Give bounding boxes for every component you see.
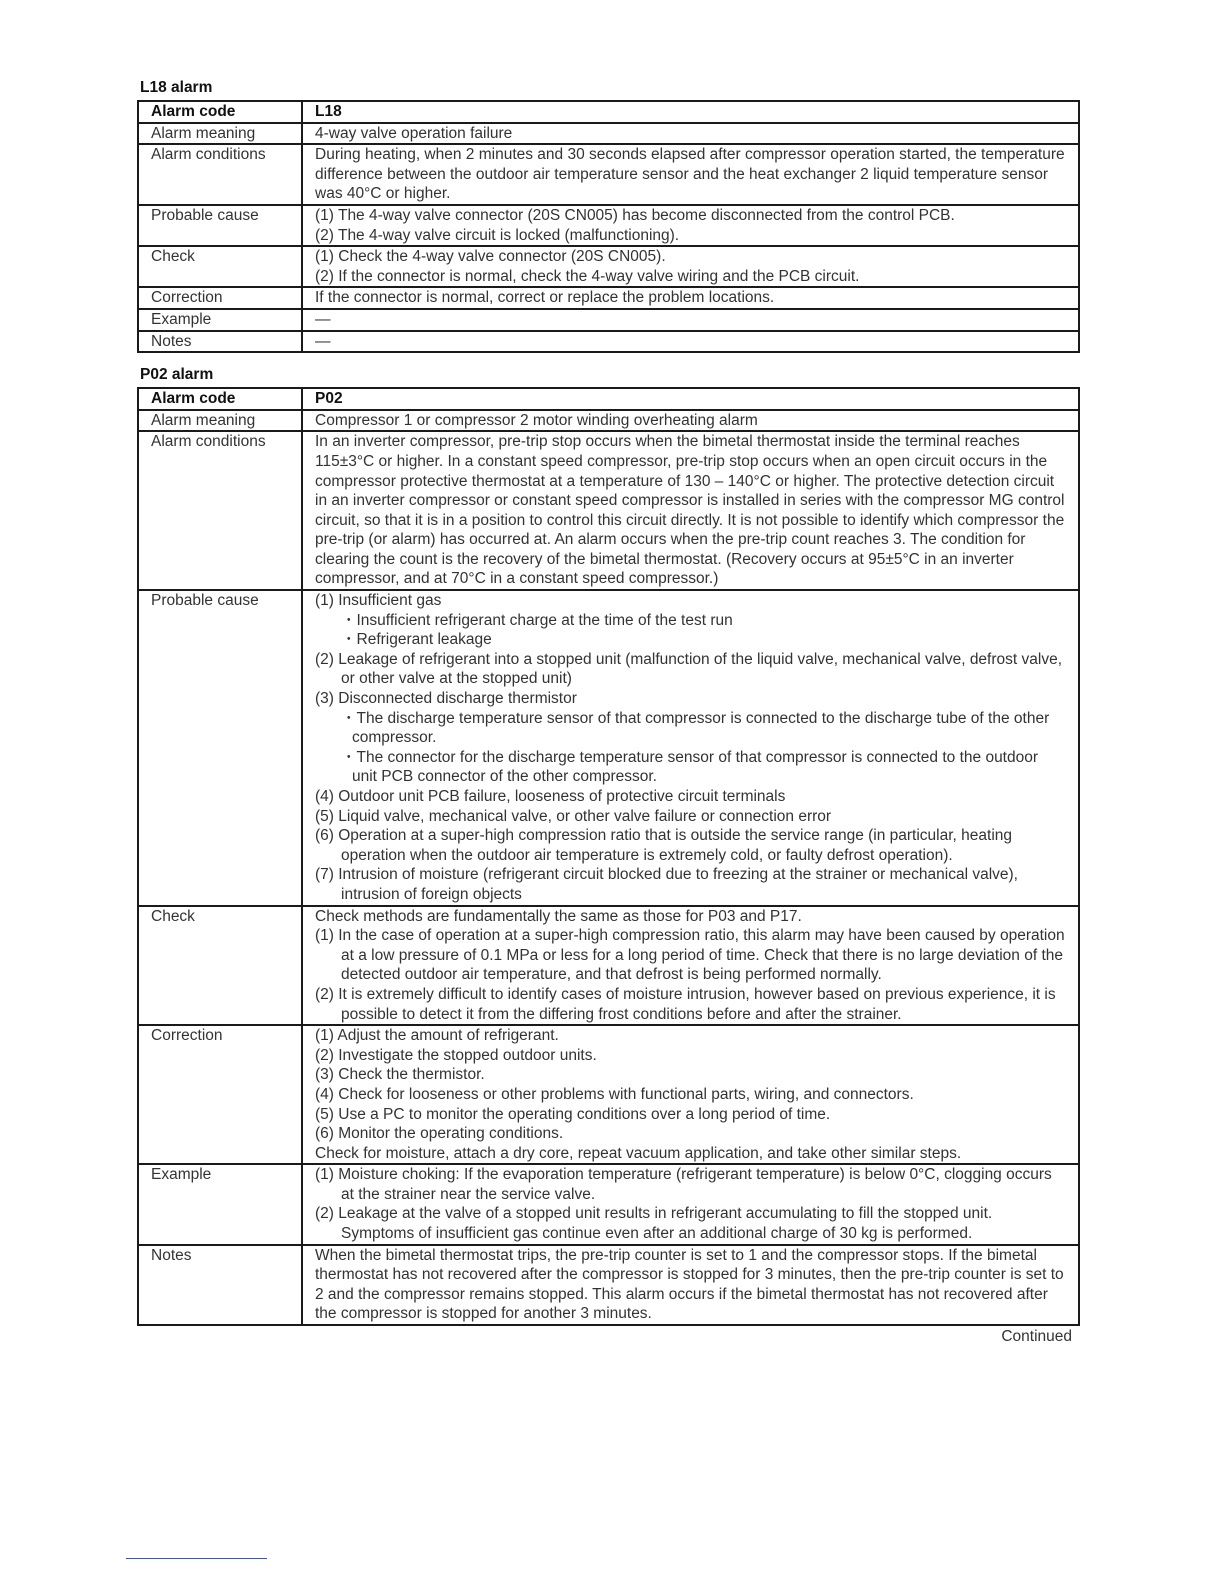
list-item: (3) Check the thermistor. <box>315 1066 485 1084</box>
l18-alarm-table <box>137 100 1080 353</box>
table-row <box>138 205 1079 246</box>
page-content <box>137 78 1080 1346</box>
alarm-conditions-value: During heating, when 2 minutes and 30 seconds elapsed after compressor operation started, the temperature difference between the outdoor air temperature sensor and the heat exchanger 2 liquid temperature sensor was 40°C or higher. <box>302 144 1079 205</box>
row-label: Example <box>138 1164 302 1244</box>
l18-section-title: L18 alarm <box>140 79 213 96</box>
list-subitem: ・The connector for the discharge temperature sensor of that compressor is connected to the outdoor unit PCB connector of the other compressor. <box>341 748 1039 786</box>
row-label: Alarm meaning <box>138 410 302 432</box>
row-label: Alarm code <box>138 101 302 123</box>
table-row <box>138 287 1079 309</box>
table-row <box>138 431 1079 590</box>
row-label: Probable cause <box>138 205 302 246</box>
list-note: Check for moisture, attach a dry core, repeat vacuum application, and take other similar steps. <box>315 1144 962 1162</box>
list-item: (2) Leakage at the valve of a stopped unit results in refrigerant accumulating to fill the stopped unit. Symptoms of insufficient gas continue even after an additional charge of 30 kg is performed. <box>315 1205 993 1243</box>
list-item: (4) Outdoor unit PCB failure, looseness of protective circuit terminals <box>315 788 786 805</box>
row-label: Check <box>138 906 302 1026</box>
list-item: (6) Operation at a super-high compression ratio that is outside the service range (in particular, heating operation when the outdoor air temperature is extremely cold, or faulty defrost operation). <box>315 827 1013 864</box>
table-row <box>138 331 1079 353</box>
example-value <box>302 1164 1079 1244</box>
table-row <box>138 388 1079 410</box>
list-item: (2) Investigate the stopped outdoor units. <box>315 1046 597 1064</box>
p02-section-title: P02 alarm <box>140 366 214 384</box>
list-item: (5) Liquid valve, mechanical valve, or other valve failure or connection error <box>315 807 832 825</box>
table-row <box>138 101 1079 123</box>
row-label: Correction <box>138 1025 302 1164</box>
list-item: (7) Intrusion of moisture (refrigerant circuit blocked due to freezing at the strainer or mechanical valve), intrusion of foreign objects <box>315 866 1018 903</box>
table-row <box>138 1245 1079 1325</box>
notes-value: When the bimetal thermostat trips, the pre-trip counter is set to 1 and the compressor stops. If the bimetal thermostat has not recovered after the compressor is stopped for 3 minutes, then the pre-trip counter is set to 2 and the compressor remains stopped. This alarm occurs if the bimetal thermostat has not recovered after the compressor is stopped for another 3 minutes. <box>302 1245 1079 1325</box>
list-subitem: ・Insufficient refrigerant charge at the time of the test run <box>341 611 733 629</box>
list-item: (3) Disconnected discharge thermistor <box>315 690 577 708</box>
correction-value: If the connector is normal, correct or replace the problem locations. <box>302 287 1079 309</box>
list-item: (2) The 4-way valve circuit is locked (malfunctioning). <box>315 226 680 244</box>
list-item: (6) Monitor the operating conditions. <box>315 1125 564 1143</box>
row-label: Example <box>138 309 302 331</box>
list-item: (1) Moisture choking: If the evaporation temperature (refrigerant temperature) is below 0°C, clogging occurs at the strainer near the service valve. <box>315 1166 1052 1203</box>
probable-cause-value <box>302 205 1079 246</box>
table-row <box>138 1164 1079 1244</box>
list-item: (1) The 4-way valve connector (20S CN005) has become disconnected from the control PCB. <box>315 206 955 224</box>
p02-alarm-table <box>137 387 1080 1326</box>
list-item: (1) Check the 4-way valve connector (20S CN005). <box>315 248 666 266</box>
list-item: (2) If the connector is normal, check the 4-way valve wiring and the PCB circuit. <box>315 267 860 285</box>
table-row <box>138 309 1079 331</box>
list-item: (2) It is extremely difficult to identify cases of moisture intrusion, however based on previous experience, it is possible to detect it from the differing frost conditions before and after the strainer. <box>315 985 1056 1023</box>
probable-cause-value <box>302 590 1079 906</box>
table-row <box>138 144 1079 205</box>
check-value <box>302 906 1079 1026</box>
table-row <box>138 590 1079 906</box>
example-value: — <box>302 309 1079 331</box>
alarm-code-value: P02 <box>302 388 1079 410</box>
row-label: Check <box>138 246 302 287</box>
alarm-conditions-value: In an inverter compressor, pre-trip stop occurs when the bimetal thermostat inside the terminal reaches 115±3°C or higher. In a constant speed compressor, pre-trip stop occurs when an open circuit occurs in the compressor protective thermostat at a temperature of 130 – 140°C or higher. The protective detection circuit in an inverter compressor or constant speed compressor is installed in series with the compressor MG control circuit, so that it is in a position to control this circuit directly. It is not possible to identify which compressor the pre-trip (or alarm) has occurred at. An alarm occurs when the pre-trip count reaches 3. The condition for clearing the count is the recovery of the bimetal thermostat. (Recovery occurs at 95±5°C in an inverter compressor, and at 70°C in a constant speed compressor.) <box>302 431 1079 590</box>
row-label: Alarm code <box>138 388 302 410</box>
list-item: (5) Use a PC to monitor the operating conditions over a long period of time. <box>315 1105 831 1123</box>
table-row <box>138 123 1079 145</box>
list-item: (1) In the case of operation at a super-high compression ratio, this alarm may have been caused by operation at a low pressure of 0.1 MPa or less for a long period of time. Check that there is no large deviation of the detected outdoor air temperature, and that defrost is being performed normally. <box>315 927 1065 984</box>
continued-label: Continued <box>1001 1328 1072 1346</box>
notes-value: — <box>302 331 1079 353</box>
table-row <box>138 906 1079 1026</box>
list-item: (1) Adjust the amount of refrigerant. <box>315 1027 559 1045</box>
row-label: Alarm conditions <box>138 431 302 590</box>
alarm-meaning-value: Compressor 1 or compressor 2 motor winding overheating alarm <box>302 410 1079 432</box>
check-value <box>302 246 1079 287</box>
table-row <box>138 246 1079 287</box>
row-label: Correction <box>138 287 302 309</box>
list-item: (4) Check for looseness or other problems with functional parts, wiring, and connectors. <box>315 1085 914 1103</box>
list-subitem: ・Refrigerant leakage <box>341 631 492 649</box>
table-row <box>138 410 1079 432</box>
list-subitem: ・The discharge temperature sensor of that compressor is connected to the discharge tube of the other compressor. <box>341 709 1050 747</box>
row-label: Alarm conditions <box>138 144 302 205</box>
row-label: Alarm meaning <box>138 123 302 145</box>
row-label: Notes <box>138 331 302 353</box>
alarm-meaning-value: 4-way valve operation failure <box>302 123 1079 145</box>
row-label: Probable cause <box>138 590 302 906</box>
footnote-separator <box>126 1558 267 1559</box>
list-item: (2) Leakage of refrigerant into a stopped unit (malfunction of the liquid valve, mechanical valve, defrost valve, or other valve at the stopped unit) <box>315 650 1062 688</box>
alarm-code-value: L18 <box>302 101 1079 123</box>
list-intro: Check methods are fundamentally the same as those for P03 and P17. <box>315 907 802 925</box>
row-label: Notes <box>138 1245 302 1325</box>
correction-value <box>302 1025 1079 1164</box>
table-row <box>138 1025 1079 1164</box>
list-item: (1) Insufficient gas <box>315 592 442 610</box>
